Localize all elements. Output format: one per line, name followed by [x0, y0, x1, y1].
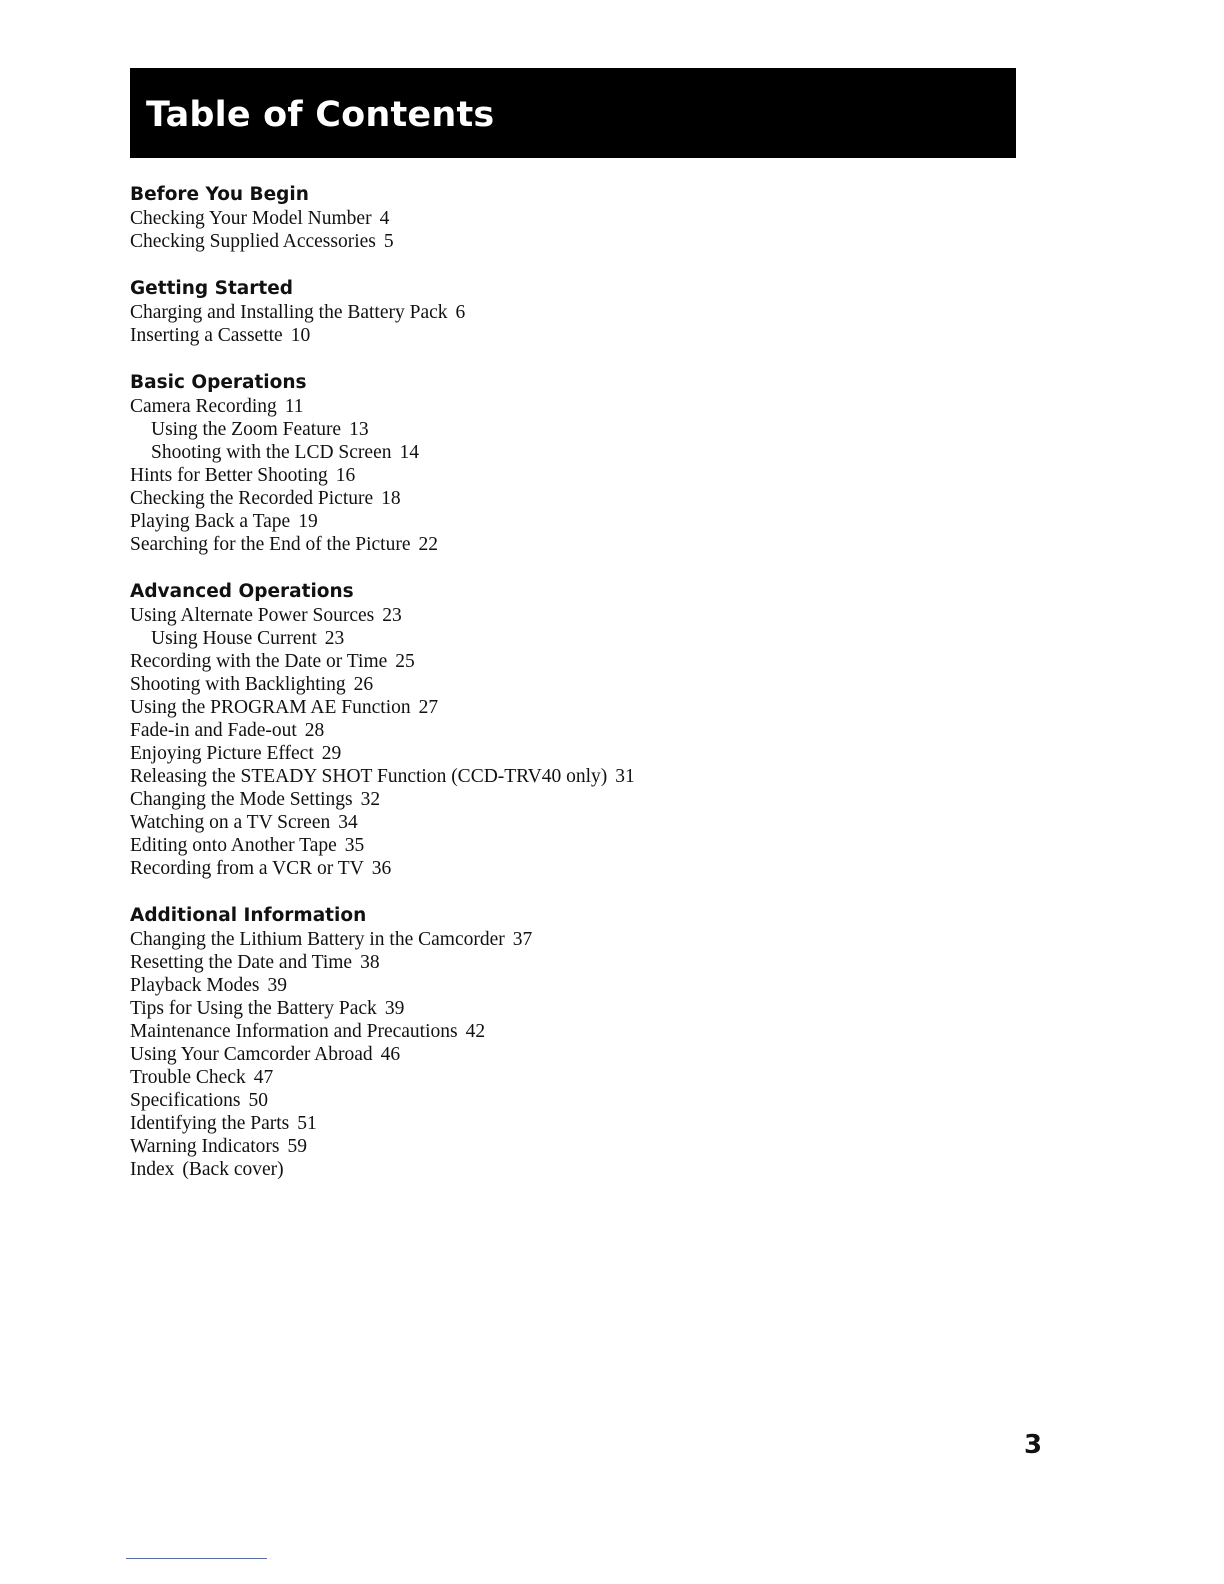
toc-entry	[130, 742, 1010, 765]
toc-entry	[130, 301, 1010, 324]
toc-entry	[130, 696, 1010, 719]
toc-entry	[130, 324, 1010, 347]
entry-page-number: 13	[349, 419, 369, 440]
entry-page-number: 28	[304, 720, 325, 741]
entry-page-number: 4	[379, 208, 390, 229]
entry-page-number: 36	[371, 858, 392, 879]
entry-title: Warning Indicators	[130, 1136, 280, 1157]
entry-page-number: 42	[465, 1021, 486, 1042]
entry-title: Specifications	[130, 1090, 241, 1111]
entry-title: Trouble Check	[130, 1067, 246, 1088]
entry-title: Searching for the End of the Picture	[130, 534, 411, 555]
footer-rule	[126, 1558, 267, 1559]
entry-page-number: 59	[287, 1136, 308, 1157]
section-heading: Before You Begin	[130, 184, 309, 205]
toc-entry	[130, 719, 1010, 742]
page-title: Table of Contents	[146, 95, 495, 135]
entry-page-number: 18	[381, 488, 401, 509]
entry-title: Identifying the Parts	[130, 1113, 290, 1134]
toc-entry	[130, 974, 1010, 997]
entry-page-number: 29	[321, 743, 342, 764]
toc-entry	[130, 1158, 1010, 1181]
entry-page-number: 10	[290, 325, 311, 346]
entry-title: Changing the Mode Settings	[130, 789, 353, 810]
entry-title: Using the Zoom Feature	[151, 419, 342, 440]
entry-title: Using Your Camcorder Abroad	[130, 1044, 373, 1065]
entry-page-number: 34	[338, 812, 358, 833]
title-banner	[130, 68, 1016, 158]
table-of-contents	[130, 182, 1010, 1204]
toc-entry	[130, 1020, 1010, 1043]
toc-entry	[130, 1066, 1010, 1089]
section-heading: Basic Operations	[130, 372, 307, 393]
toc-section	[130, 370, 1010, 556]
section-heading: Getting Started	[130, 278, 294, 299]
toc-entry	[130, 788, 1010, 811]
entry-page-number: 6	[455, 302, 466, 323]
toc-entry	[130, 604, 1010, 627]
entry-page-number: 27	[418, 697, 439, 718]
entry-title: Using the PROGRAM AE Function	[130, 697, 411, 718]
toc-entry	[130, 207, 1010, 230]
toc-entry	[130, 997, 1010, 1020]
entry-page-number: 32	[360, 789, 381, 810]
entry-title: Tips for Using the Battery Pack	[130, 998, 377, 1019]
toc-section	[130, 276, 1010, 347]
toc-entry	[130, 487, 1010, 510]
section-heading: Advanced Operations	[130, 581, 354, 602]
entry-title: Checking Supplied Accessories	[130, 231, 376, 252]
entry-title: Checking Your Model Number	[130, 208, 372, 229]
toc-entry	[130, 1135, 1010, 1158]
toc-entry	[130, 395, 1010, 418]
entry-title: Recording from a VCR or TV	[130, 858, 364, 879]
toc-entry	[130, 928, 1010, 951]
toc-section	[130, 903, 1010, 1181]
toc-entry	[130, 650, 1010, 673]
toc-entry	[130, 1112, 1010, 1135]
toc-entry	[130, 627, 1010, 650]
entry-page-number: 46	[380, 1044, 401, 1065]
entry-page-number: 39	[267, 975, 287, 996]
toc-entry	[130, 673, 1010, 696]
toc-section	[130, 182, 1010, 253]
entry-page-number: 26	[353, 674, 374, 695]
entry-title: Editing onto Another Tape	[130, 835, 337, 856]
entry-page-number: 47	[253, 1067, 274, 1088]
toc-section	[130, 579, 1010, 880]
toc-entry	[130, 765, 1010, 788]
entry-page-number: 51	[297, 1113, 317, 1134]
entry-title: Resetting the Date and Time	[130, 952, 353, 973]
toc-entry	[130, 811, 1010, 834]
toc-entry	[130, 857, 1010, 880]
entry-page-number: 19	[298, 511, 318, 532]
entry-title: Using Alternate Power Sources	[130, 605, 375, 626]
toc-entry	[130, 230, 1010, 253]
toc-entry	[130, 951, 1010, 974]
entry-title: Shooting with Backlighting	[130, 674, 346, 695]
entry-title: Watching on a TV Screen	[130, 812, 331, 833]
entry-page-number: 25	[395, 651, 415, 672]
section-heading: Additional Information	[130, 905, 367, 926]
entry-title: Changing the Lithium Battery in the Camcorder	[130, 929, 505, 950]
entry-title: Inserting a Cassette	[130, 325, 283, 346]
entry-page-number: 11	[284, 396, 304, 417]
entry-title: Fade-in and Fade-out	[130, 720, 297, 741]
entry-title: Playing Back a Tape	[130, 511, 291, 532]
entry-title: Maintenance Information and Precautions	[130, 1021, 458, 1042]
toc-entry	[130, 441, 1010, 464]
entry-page-number: 38	[360, 952, 380, 973]
entry-title: Enjoying Picture Effect	[130, 743, 314, 764]
entry-page-number: 22	[418, 534, 438, 555]
entry-page-number: 37	[512, 929, 533, 950]
entry-title: Releasing the STEADY SHOT Function (CCD-TRV40 only)	[130, 766, 608, 787]
toc-entry	[130, 510, 1010, 533]
toc-entry	[130, 464, 1010, 487]
toc-entry	[130, 533, 1010, 556]
entry-title: Hints for Better Shooting	[130, 465, 328, 486]
entry-page-number: 31	[615, 766, 635, 787]
entry-page-number: 14	[399, 442, 419, 463]
entry-title: Index	[130, 1159, 175, 1180]
entry-title: Shooting with the LCD Screen	[151, 442, 392, 463]
entry-page-number: (Back cover)	[182, 1159, 284, 1180]
toc-entry	[130, 418, 1010, 441]
entry-title: Camera Recording	[130, 396, 277, 417]
toc-entry	[130, 1089, 1010, 1112]
entry-title: Checking the Recorded Picture	[130, 488, 374, 509]
entry-page-number: 39	[384, 998, 405, 1019]
entry-title: Playback Modes	[130, 975, 260, 996]
entry-page-number: 16	[335, 465, 356, 486]
entry-page-number: 23	[324, 628, 345, 649]
entry-title: Recording with the Date or Time	[130, 651, 388, 672]
page-number: 3	[1024, 1430, 1043, 1460]
entry-page-number: 35	[344, 835, 365, 856]
entry-page-number: 50	[248, 1090, 268, 1111]
entry-title: Charging and Installing the Battery Pack	[130, 302, 448, 323]
entry-page-number: 5	[383, 231, 394, 252]
entry-page-number: 23	[382, 605, 402, 626]
toc-entry	[130, 1043, 1010, 1066]
entry-title: Using House Current	[151, 628, 317, 649]
toc-entry	[130, 834, 1010, 857]
